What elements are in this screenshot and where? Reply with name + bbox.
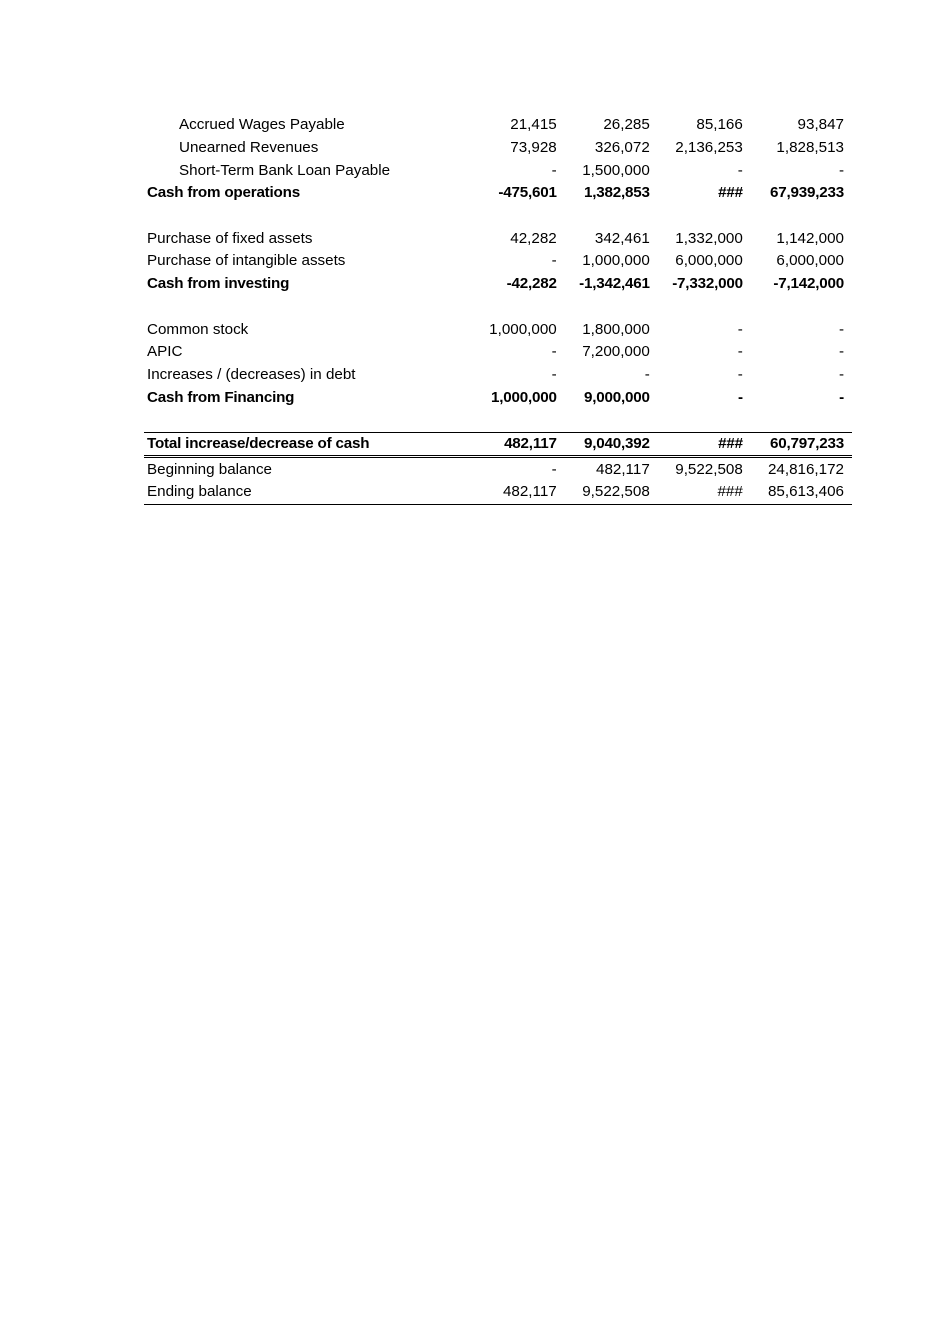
cash-flow-table <box>144 114 852 505</box>
cell-value: - <box>838 365 844 383</box>
subtotal-row-investing <box>144 273 852 296</box>
cell-value: ### <box>658 432 751 457</box>
cell-value: - <box>838 161 844 179</box>
cell-value: 9,040,392 <box>565 432 658 457</box>
row-label: Cash from Financing <box>147 388 295 406</box>
cell-value: - <box>737 388 743 406</box>
beginning-balance-row <box>144 457 852 481</box>
row-label: Short-Term Bank Loan Payable <box>179 161 391 179</box>
cell-value: - <box>644 365 650 383</box>
cell-value: - <box>838 343 844 361</box>
table-row <box>144 318 852 341</box>
cell-value: 7,200,000 <box>582 343 650 361</box>
cell-value: 73,928 <box>510 139 557 157</box>
cell-value: 42,282 <box>510 229 557 247</box>
row-label: Increases / (decreases) in debt <box>147 365 356 383</box>
cell-value: 1,000,000 <box>489 320 557 338</box>
cell-value: 9,522,508 <box>675 460 743 478</box>
cash-flow-sheet <box>144 114 852 505</box>
cell-value: 1,382,853 <box>584 184 650 202</box>
row-label: Beginning balance <box>147 460 272 478</box>
cell-value: -42,282 <box>506 275 557 293</box>
cell-value: - <box>838 320 844 338</box>
table-row <box>144 137 852 160</box>
cell-value: 60,797,233 <box>751 432 852 457</box>
row-label: Purchase of fixed assets <box>147 229 313 247</box>
table-row <box>144 341 852 364</box>
table-row <box>144 364 852 387</box>
row-label: APIC <box>147 343 183 361</box>
row-label: Purchase of intangible assets <box>147 252 346 270</box>
cell-value: - <box>737 365 743 383</box>
table-row <box>144 227 852 250</box>
cell-value: -475,601 <box>498 184 557 202</box>
cell-value: ### <box>658 481 751 504</box>
spacer-row <box>144 205 852 228</box>
row-label: Total increase/decrease of cash <box>144 432 472 457</box>
cell-value: 326,072 <box>594 139 650 157</box>
cell-value: ### <box>718 184 743 202</box>
table-row <box>144 250 852 273</box>
cell-value: 85,166 <box>696 116 743 134</box>
cell-value: 9,522,508 <box>565 481 658 504</box>
cell-value: 1,000,000 <box>582 252 650 270</box>
cell-value: - <box>551 252 557 270</box>
cell-value: 24,816,172 <box>767 460 844 478</box>
table-row <box>144 159 852 182</box>
subtotal-row-financing <box>144 386 852 409</box>
row-label: Unearned Revenues <box>179 139 319 157</box>
row-label: Cash from operations <box>147 184 300 202</box>
cell-value: 1,332,000 <box>675 229 743 247</box>
cell-value: 6,000,000 <box>776 252 844 270</box>
cell-value: - <box>737 343 743 361</box>
cell-value: - <box>737 161 743 179</box>
row-label: Cash from investing <box>147 275 290 293</box>
cell-value: 9,000,000 <box>584 388 650 406</box>
cell-value: 2,136,253 <box>675 139 743 157</box>
ending-balance-row <box>144 481 852 504</box>
cell-value: 482,117 <box>596 460 650 478</box>
cell-value: 482,117 <box>472 481 565 504</box>
cell-value: -7,142,000 <box>773 275 844 293</box>
total-change-row <box>144 432 852 457</box>
cell-value: 67,939,233 <box>769 184 844 202</box>
subtotal-row-operations <box>144 182 852 205</box>
cell-value: - <box>551 365 557 383</box>
cell-value: 85,613,406 <box>751 481 852 504</box>
table-row <box>144 114 852 137</box>
row-label: Accrued Wages Payable <box>179 116 345 134</box>
cell-value: -1,342,461 <box>579 275 650 293</box>
cell-value: - <box>551 460 557 478</box>
cell-value: - <box>551 161 557 179</box>
spacer-row <box>144 296 852 319</box>
cell-value: - <box>737 320 743 338</box>
cell-value: 342,461 <box>594 229 650 247</box>
cell-value: 1,828,513 <box>776 139 844 157</box>
cell-value: 93,847 <box>797 116 844 134</box>
cell-value: -7,332,000 <box>672 275 743 293</box>
cell-value: 482,117 <box>472 432 565 457</box>
row-label: Common stock <box>147 320 249 338</box>
cell-value: 6,000,000 <box>675 252 743 270</box>
cell-value: 1,000,000 <box>490 388 557 406</box>
cell-value: 26,285 <box>603 116 650 134</box>
cell-value: 1,142,000 <box>776 229 844 247</box>
cell-value: 1,800,000 <box>582 320 650 338</box>
cell-value: - <box>551 343 557 361</box>
row-label: Ending balance <box>144 481 472 504</box>
cell-value: 21,415 <box>510 116 557 134</box>
cell-value: - <box>839 388 844 406</box>
cell-value: 1,500,000 <box>582 161 650 179</box>
spacer-row <box>144 409 852 432</box>
